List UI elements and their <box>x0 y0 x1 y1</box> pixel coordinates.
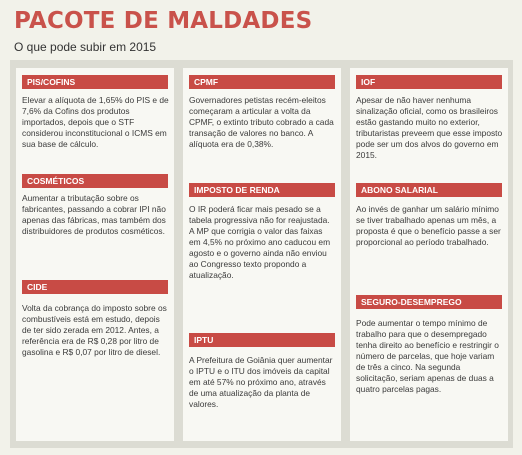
section-text-pis-cofins: Elevar a alíquota de 1,65% do PIS e de 7,6% da Cofins dos produtos importados, depois que o STF considerou inconstitucional o ICMS em sua base de cálculo. <box>22 95 169 149</box>
column-right <box>350 68 508 441</box>
section-heading-imposto-de-renda: IMPOSTO DE RENDA <box>189 183 335 197</box>
section-text-seguro-desemprego: Pode aumentar o tempo mínimo de trabalho para que o desempregado tenha direito ao benefício e restringir o número de parcelas, que hoje variam de três a cinco. Na segunda solicitação, seriam apenas de duas a quatro parcelas pagas. <box>356 318 499 394</box>
section-text-cpmf: Governadores petistas recém-eleitos começaram a articular a volta da CPMF, o extinto tributo cobrado a cada transação de valores no banco. A alíquota era de 0,38%. <box>189 95 334 149</box>
section-heading-iof: IOF <box>356 75 502 89</box>
section-heading-abono-salarial: ABONO SALARIAL <box>356 183 502 197</box>
column-left <box>16 68 174 441</box>
page-title: PACOTE DE MALDADES <box>14 8 313 34</box>
section-text-imposto-de-renda: O IR poderá ficar mais pesado se a tabela progressiva não for reajustada. A MP que corrigia o valor das faixas em 4,5% no próximo ano caducou em agosto e o governo ainda não enviou ao Congresso texto propondo a atualização. <box>189 204 331 280</box>
page-subtitle: O que pode subir em 2015 <box>14 40 157 54</box>
section-heading-cosmeticos: COSMÉTICOS <box>22 174 168 188</box>
section-text-abono-salarial: Ao invés de ganhar um salário mínimo se tiver trabalhado apenas um mês, a proposta é que o benefício passe a ser proporcional ao período trabalhado. <box>356 204 501 247</box>
section-text-cosmeticos: Aumentar a tributação sobre os fabricantes, passando a cobrar IPI não apenas das fábricas, mas também dos distribuidores de produtos cosméticos. <box>22 193 166 236</box>
section-heading-iptu: IPTU <box>189 333 335 347</box>
section-text-cide: Volta da cobrança do imposto sobre os combustíveis está em estudo, depois de ter sido zerada em 2012. Antes, a referência era de R$ 0,28 por litro de gasolina e R$ 0,07 por litro de diesel. <box>22 303 167 357</box>
section-heading-cide: CIDE <box>22 280 168 294</box>
content-panel <box>10 60 513 448</box>
section-heading-seguro-desemprego: SEGURO-DESEMPREGO <box>356 295 502 309</box>
section-heading-cpmf: CPMF <box>189 75 335 89</box>
section-text-iptu: A Prefeitura de Goiânia quer aumentar o IPTU e o ITU dos imóveis da capital em até 57% no próximo ano, através de uma atualização da planta de valores. <box>189 355 333 409</box>
section-heading-pis-cofins: PIS/COFINS <box>22 75 168 89</box>
section-text-iof: Apesar de não haver nenhuma sinalização oficial, como os brasileiros estão gastando muito no exterior, tributaristas preveem que esse imposto pode ser um dos alvos do governo em 2015. <box>356 95 503 160</box>
column-middle <box>183 68 341 441</box>
